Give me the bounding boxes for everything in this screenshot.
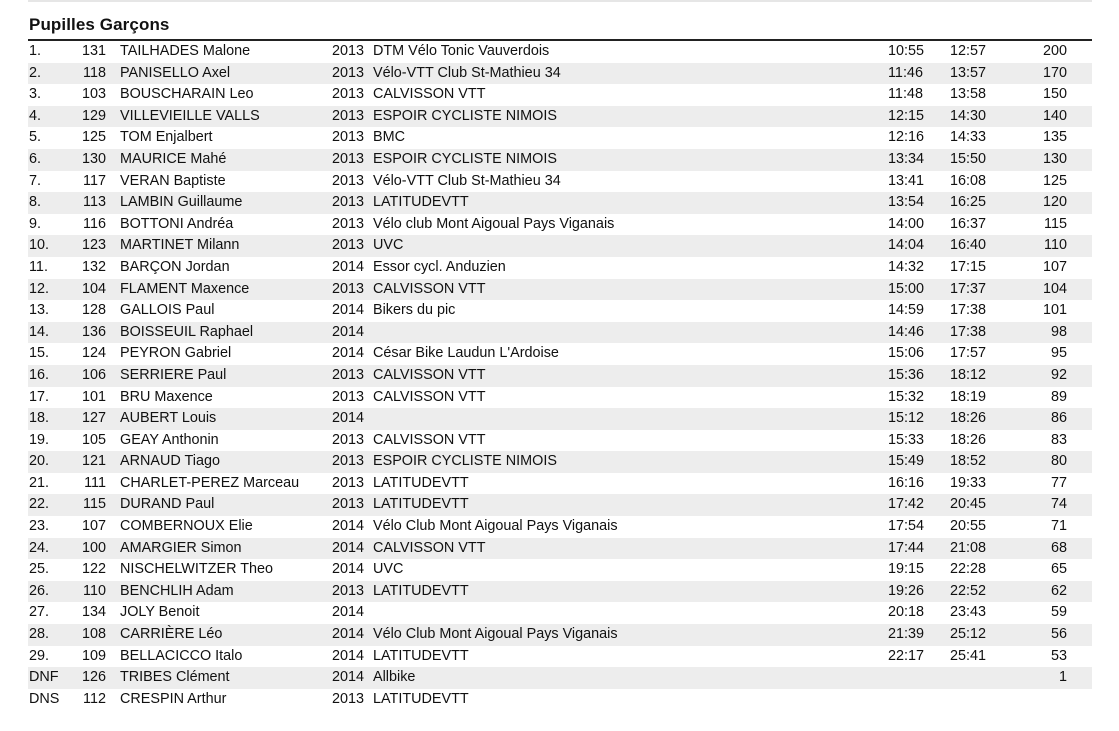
bib-number-cell: 104 xyxy=(81,280,106,297)
rank-cell: 4. xyxy=(29,107,42,124)
birth-year-cell: 2014 xyxy=(332,345,365,362)
lap-time-cell: 14:59 xyxy=(888,302,925,319)
total-time-cell: 17:38 xyxy=(950,323,987,340)
rider-name-cell: BOISSEUIL Raphael xyxy=(120,323,254,340)
lap-time-cell: 19:26 xyxy=(888,582,925,599)
club-cell: BMC xyxy=(373,129,405,146)
birth-year-cell: 2013 xyxy=(332,496,365,513)
lap-time-cell: 12:15 xyxy=(888,107,925,124)
total-time-cell: 12:57 xyxy=(950,43,987,59)
points-cell: 92 xyxy=(1050,366,1067,383)
points-cell: 95 xyxy=(1050,345,1067,362)
rank-cell: 25. xyxy=(29,561,50,578)
rider-name-cell: BRU Maxence xyxy=(120,388,213,405)
total-time-cell: 17:15 xyxy=(950,258,987,275)
result-row xyxy=(28,127,1092,149)
rider-name-cell: JOLY Benoit xyxy=(120,604,200,621)
birth-year-cell: 2014 xyxy=(332,302,365,319)
result-row xyxy=(28,257,1092,279)
rank-cell: 22. xyxy=(29,496,50,513)
lap-time-cell: 14:46 xyxy=(888,323,925,340)
lap-time-cell: 15:36 xyxy=(888,366,925,383)
bib-number-cell: 107 xyxy=(81,518,106,535)
club-cell: LATITUDEVTT xyxy=(373,690,469,707)
result-row xyxy=(28,63,1092,85)
rank-cell: 12. xyxy=(29,280,50,297)
bib-number-cell: 103 xyxy=(81,86,106,103)
rider-name-cell: GEAY Anthonin xyxy=(120,431,219,448)
points-cell: 125 xyxy=(1042,172,1067,189)
club-cell: César Bike Laudun L'Ardoise xyxy=(373,345,559,362)
bib-number-cell: 105 xyxy=(81,431,106,448)
club-cell: Vélo club Mont Aigoual Pays Viganais xyxy=(373,215,615,232)
rank-cell: 27. xyxy=(29,604,50,621)
lap-time-cell: 15:06 xyxy=(888,345,925,362)
lap-time-cell: 11:48 xyxy=(888,86,923,103)
birth-year-cell: 2014 xyxy=(332,258,365,275)
bib-number-cell: 128 xyxy=(81,302,106,319)
total-time-cell: 21:08 xyxy=(950,539,987,556)
lap-time-cell: 15:12 xyxy=(888,410,925,427)
birth-year-cell: 2013 xyxy=(332,86,365,103)
bib-number-cell: 110 xyxy=(83,582,106,599)
rider-name-cell: BENCHLIH Adam xyxy=(120,582,234,599)
result-row xyxy=(28,408,1092,430)
total-time-cell: 25:12 xyxy=(950,626,987,643)
points-cell: 80 xyxy=(1050,453,1067,470)
club-cell: ESPOIR CYCLISTE NIMOIS xyxy=(373,150,557,167)
bib-number-cell: 111 xyxy=(84,474,106,491)
rider-name-cell: TOM Enjalbert xyxy=(120,129,213,146)
lap-time-cell: 14:04 xyxy=(888,237,925,254)
points-cell: 77 xyxy=(1050,474,1067,491)
category-title: Pupilles Garçons xyxy=(29,15,170,34)
rider-name-cell: BELLACICCO Italo xyxy=(120,647,243,664)
lap-time-cell: 13:54 xyxy=(888,194,925,211)
top-divider xyxy=(28,0,1092,2)
total-time-cell: 22:52 xyxy=(950,582,987,599)
birth-year-cell: 2013 xyxy=(332,64,365,81)
club-cell: LATITUDEVTT xyxy=(373,647,469,664)
result-row xyxy=(28,494,1092,516)
rank-cell: 3. xyxy=(29,86,42,103)
rider-name-cell: PANISELLO Axel xyxy=(120,64,231,81)
points-cell: 135 xyxy=(1042,129,1067,146)
total-time-cell: 17:57 xyxy=(950,345,987,362)
birth-year-cell: 2013 xyxy=(332,237,365,254)
result-row xyxy=(28,646,1092,668)
birth-year-cell: 2013 xyxy=(332,43,365,59)
rider-name-cell: CARRIÈRE Léo xyxy=(120,626,223,643)
points-cell: 200 xyxy=(1042,43,1067,59)
total-time-cell: 20:45 xyxy=(950,496,987,513)
result-row xyxy=(28,387,1092,409)
lap-time-cell: 17:42 xyxy=(888,496,925,513)
total-time-cell: 16:25 xyxy=(950,194,987,211)
result-row xyxy=(28,538,1092,560)
lap-time-cell: 16:16 xyxy=(888,474,925,491)
bib-number-cell: 108 xyxy=(81,626,106,643)
results-table xyxy=(28,41,1092,710)
result-row xyxy=(28,473,1092,495)
rank-cell: 20. xyxy=(29,453,50,470)
total-time-cell: 22:28 xyxy=(950,561,987,578)
lap-time-cell: 14:32 xyxy=(888,258,925,275)
bib-number-cell: 122 xyxy=(81,561,106,578)
club-cell: LATITUDEVTT xyxy=(373,496,469,513)
rank-cell: 13. xyxy=(29,302,50,319)
birth-year-cell: 2014 xyxy=(332,604,365,621)
bib-number-cell: 109 xyxy=(81,647,106,664)
rider-name-cell: TAILHADES Malone xyxy=(120,43,251,59)
total-time-cell: 17:38 xyxy=(950,302,987,319)
rider-name-cell: BOUSCHARAIN Leo xyxy=(120,86,254,103)
bib-number-cell: 115 xyxy=(83,496,106,513)
result-row xyxy=(28,106,1092,128)
rank-cell: 17. xyxy=(29,388,50,405)
birth-year-cell: 2013 xyxy=(332,194,365,211)
bib-number-cell: 106 xyxy=(81,366,106,383)
club-cell: CALVISSON VTT xyxy=(373,539,486,556)
total-time-cell: 25:41 xyxy=(950,647,987,664)
rank-cell: 10. xyxy=(29,237,50,254)
rank-cell: 29. xyxy=(29,647,50,664)
result-row xyxy=(28,451,1092,473)
bib-number-cell: 127 xyxy=(81,410,106,427)
rank-cell: 15. xyxy=(29,345,50,362)
bib-number-cell: 125 xyxy=(81,129,106,146)
birth-year-cell: 2014 xyxy=(332,561,365,578)
bib-number-cell: 113 xyxy=(83,194,106,211)
lap-time-cell: 10:55 xyxy=(888,43,925,59)
result-row xyxy=(28,235,1092,257)
total-time-cell: 14:30 xyxy=(950,107,987,124)
lap-time-cell: 15:32 xyxy=(888,388,925,405)
birth-year-cell: 2013 xyxy=(332,215,365,232)
rider-name-cell: CRESPIN Arthur xyxy=(120,690,227,707)
club-cell: UVC xyxy=(373,561,404,578)
rider-name-cell: CHARLET-PEREZ Marceau xyxy=(120,474,300,491)
points-cell: 150 xyxy=(1042,86,1067,103)
rider-name-cell: ARNAUD Tiago xyxy=(120,453,220,470)
lap-time-cell: 14:00 xyxy=(888,215,925,232)
rider-name-cell: SERRIERE Paul xyxy=(120,366,227,383)
total-time-cell: 18:26 xyxy=(950,410,987,427)
points-cell: 59 xyxy=(1050,604,1067,621)
birth-year-cell: 2014 xyxy=(332,323,365,340)
rider-name-cell: PEYRON Gabriel xyxy=(120,345,232,362)
points-cell: 104 xyxy=(1042,280,1067,297)
rank-cell: 5. xyxy=(29,129,42,146)
rank-cell: 23. xyxy=(29,518,50,535)
points-cell: 65 xyxy=(1050,561,1067,578)
birth-year-cell: 2013 xyxy=(332,107,365,124)
total-time-cell: 16:40 xyxy=(950,237,987,254)
total-time-cell: 18:12 xyxy=(950,366,987,383)
club-cell: ESPOIR CYCLISTE NIMOIS xyxy=(373,453,557,470)
points-cell: 110 xyxy=(1044,237,1067,254)
points-cell: 68 xyxy=(1050,539,1067,556)
rider-name-cell: VERAN Baptiste xyxy=(120,172,226,189)
birth-year-cell: 2014 xyxy=(332,647,365,664)
lap-time-cell: 12:16 xyxy=(888,129,925,146)
result-row xyxy=(28,192,1092,214)
result-row xyxy=(28,581,1092,603)
bib-number-cell: 136 xyxy=(81,323,106,340)
rank-cell: DNF xyxy=(29,669,59,686)
rider-name-cell: MARTINET Milann xyxy=(120,237,240,254)
result-row xyxy=(28,667,1092,689)
birth-year-cell: 2013 xyxy=(332,474,365,491)
birth-year-cell: 2014 xyxy=(332,626,365,643)
result-row xyxy=(28,602,1092,624)
rider-name-cell: BARÇON Jordan xyxy=(120,258,230,275)
birth-year-cell: 2013 xyxy=(332,129,365,146)
rank-cell: 8. xyxy=(29,194,42,211)
rank-cell: DNS xyxy=(29,690,60,707)
birth-year-cell: 2013 xyxy=(332,582,365,599)
rank-cell: 21. xyxy=(29,474,50,491)
total-time-cell: 18:52 xyxy=(950,453,987,470)
club-cell: Vélo-VTT Club St-Mathieu 34 xyxy=(373,64,561,81)
result-row xyxy=(28,41,1092,63)
rank-cell: 28. xyxy=(29,626,50,643)
rank-cell: 18. xyxy=(29,410,50,427)
rider-name-cell: AUBERT Louis xyxy=(120,410,217,427)
result-row xyxy=(28,171,1092,193)
result-row xyxy=(28,365,1092,387)
club-cell: CALVISSON VTT xyxy=(373,431,486,448)
total-time-cell: 13:58 xyxy=(950,86,987,103)
result-row xyxy=(28,214,1092,236)
bib-number-cell: 123 xyxy=(81,237,106,254)
bib-number-cell: 129 xyxy=(81,107,106,124)
points-cell: 140 xyxy=(1042,107,1067,124)
bib-number-cell: 117 xyxy=(83,172,106,189)
bib-number-cell: 126 xyxy=(81,669,106,686)
rank-cell: 2. xyxy=(29,64,42,81)
lap-time-cell: 15:49 xyxy=(888,453,925,470)
birth-year-cell: 2013 xyxy=(332,453,365,470)
result-row xyxy=(28,322,1092,344)
points-cell: 170 xyxy=(1042,64,1067,81)
club-cell: CALVISSON VTT xyxy=(373,366,486,383)
club-cell: DTM Vélo Tonic Vauverdois xyxy=(373,43,550,59)
rank-cell: 6. xyxy=(29,150,42,167)
club-cell: Vélo Club Mont Aigoual Pays Viganais xyxy=(373,626,618,643)
birth-year-cell: 2013 xyxy=(332,172,365,189)
birth-year-cell: 2014 xyxy=(332,539,365,556)
lap-time-cell: 17:54 xyxy=(888,518,925,535)
club-cell: CALVISSON VTT xyxy=(373,388,486,405)
lap-time-cell: 20:18 xyxy=(888,604,925,621)
total-time-cell: 23:43 xyxy=(950,604,987,621)
bib-number-cell: 124 xyxy=(81,345,106,362)
points-cell: 62 xyxy=(1050,582,1067,599)
bib-number-cell: 130 xyxy=(81,150,106,167)
result-row xyxy=(28,689,1092,711)
bib-number-cell: 101 xyxy=(81,388,106,405)
rider-name-cell: DURAND Paul xyxy=(120,496,215,513)
club-cell: Bikers du pic xyxy=(373,302,456,319)
total-time-cell: 14:33 xyxy=(950,129,987,146)
birth-year-cell: 2013 xyxy=(332,431,365,448)
club-cell: LATITUDEVTT xyxy=(373,194,469,211)
rank-cell: 14. xyxy=(29,323,50,340)
rider-name-cell: MAURICE Mahé xyxy=(120,150,227,167)
club-cell: ESPOIR CYCLISTE NIMOIS xyxy=(373,107,557,124)
club-cell: CALVISSON VTT xyxy=(373,86,486,103)
birth-year-cell: 2014 xyxy=(332,518,365,535)
club-cell: Allbike xyxy=(373,669,416,686)
bib-number-cell: 116 xyxy=(83,215,106,232)
birth-year-cell: 2013 xyxy=(332,366,365,383)
birth-year-cell: 2013 xyxy=(332,150,365,167)
rider-name-cell: AMARGIER Simon xyxy=(120,539,242,556)
bib-number-cell: 132 xyxy=(81,258,106,275)
birth-year-cell: 2014 xyxy=(332,410,365,427)
lap-time-cell: 15:33 xyxy=(888,431,925,448)
points-cell: 71 xyxy=(1050,518,1067,535)
rider-name-cell: TRIBES Clément xyxy=(120,669,230,686)
rank-cell: 19. xyxy=(29,431,50,448)
points-cell: 53 xyxy=(1050,647,1067,664)
lap-time-cell: 13:41 xyxy=(888,172,925,189)
club-cell: UVC xyxy=(373,237,404,254)
points-cell: 115 xyxy=(1044,215,1067,232)
rank-cell: 7. xyxy=(29,172,42,189)
rank-cell: 9. xyxy=(29,215,42,232)
result-row xyxy=(28,84,1092,106)
rider-name-cell: NISCHELWITZER Theo xyxy=(120,561,273,578)
points-cell: 120 xyxy=(1042,194,1067,211)
rider-name-cell: COMBERNOUX Elie xyxy=(120,518,253,535)
rider-name-cell: BOTTONI Andréa xyxy=(120,215,234,232)
lap-time-cell: 21:39 xyxy=(888,626,925,643)
birth-year-cell: 2014 xyxy=(332,669,365,686)
rank-cell: 24. xyxy=(29,539,50,556)
total-time-cell: 16:08 xyxy=(950,172,987,189)
points-cell: 74 xyxy=(1050,496,1067,513)
bib-number-cell: 121 xyxy=(81,453,106,470)
result-row xyxy=(28,343,1092,365)
result-row xyxy=(28,559,1092,581)
bib-number-cell: 112 xyxy=(83,690,106,707)
bib-number-cell: 100 xyxy=(81,539,106,556)
lap-time-cell: 17:44 xyxy=(888,539,925,556)
rank-cell: 26. xyxy=(29,582,50,599)
lap-time-cell: 19:15 xyxy=(888,561,925,578)
total-time-cell: 17:37 xyxy=(950,280,987,297)
points-cell: 130 xyxy=(1042,150,1067,167)
club-cell: LATITUDEVTT xyxy=(373,582,469,599)
lap-time-cell: 15:00 xyxy=(888,280,925,297)
birth-year-cell: 2013 xyxy=(332,388,365,405)
club-cell: LATITUDEVTT xyxy=(373,474,469,491)
result-row xyxy=(28,279,1092,301)
rank-cell: 11. xyxy=(29,258,48,275)
total-time-cell: 18:19 xyxy=(950,388,987,405)
rider-name-cell: LAMBIN Guillaume xyxy=(120,194,243,211)
club-cell: Vélo Club Mont Aigoual Pays Viganais xyxy=(373,518,618,535)
points-cell: 107 xyxy=(1042,258,1067,275)
club-cell: Vélo-VTT Club St-Mathieu 34 xyxy=(373,172,561,189)
club-cell: Essor cycl. Anduzien xyxy=(373,258,506,275)
total-time-cell: 13:57 xyxy=(950,64,987,81)
lap-time-cell: 22:17 xyxy=(888,647,925,664)
result-row xyxy=(28,300,1092,322)
rank-cell: 16. xyxy=(29,366,50,383)
bib-number-cell: 131 xyxy=(81,43,106,59)
rank-cell: 1. xyxy=(29,43,42,59)
points-cell: 98 xyxy=(1050,323,1067,340)
total-time-cell: 16:37 xyxy=(950,215,987,232)
points-cell: 1 xyxy=(1058,669,1067,686)
result-row xyxy=(28,149,1092,171)
points-cell: 56 xyxy=(1050,626,1067,643)
points-cell: 101 xyxy=(1042,302,1067,319)
rider-name-cell: VILLEVIEILLE VALLS xyxy=(120,107,260,124)
result-row xyxy=(28,516,1092,538)
lap-time-cell: 13:34 xyxy=(888,150,925,167)
rider-name-cell: FLAMENT Maxence xyxy=(120,280,250,297)
points-cell: 86 xyxy=(1050,410,1067,427)
birth-year-cell: 2013 xyxy=(332,690,365,707)
total-time-cell: 18:26 xyxy=(950,431,987,448)
points-cell: 83 xyxy=(1050,431,1067,448)
total-time-cell: 19:33 xyxy=(950,474,987,491)
club-cell: CALVISSON VTT xyxy=(373,280,486,297)
rider-name-cell: GALLOIS Paul xyxy=(120,302,215,319)
total-time-cell: 20:55 xyxy=(950,518,987,535)
birth-year-cell: 2013 xyxy=(332,280,365,297)
total-time-cell: 15:50 xyxy=(950,150,987,167)
bib-number-cell: 118 xyxy=(83,64,106,81)
result-row xyxy=(28,430,1092,452)
bib-number-cell: 134 xyxy=(81,604,106,621)
points-cell: 89 xyxy=(1050,388,1067,405)
lap-time-cell: 11:46 xyxy=(888,64,923,81)
result-row xyxy=(28,624,1092,646)
